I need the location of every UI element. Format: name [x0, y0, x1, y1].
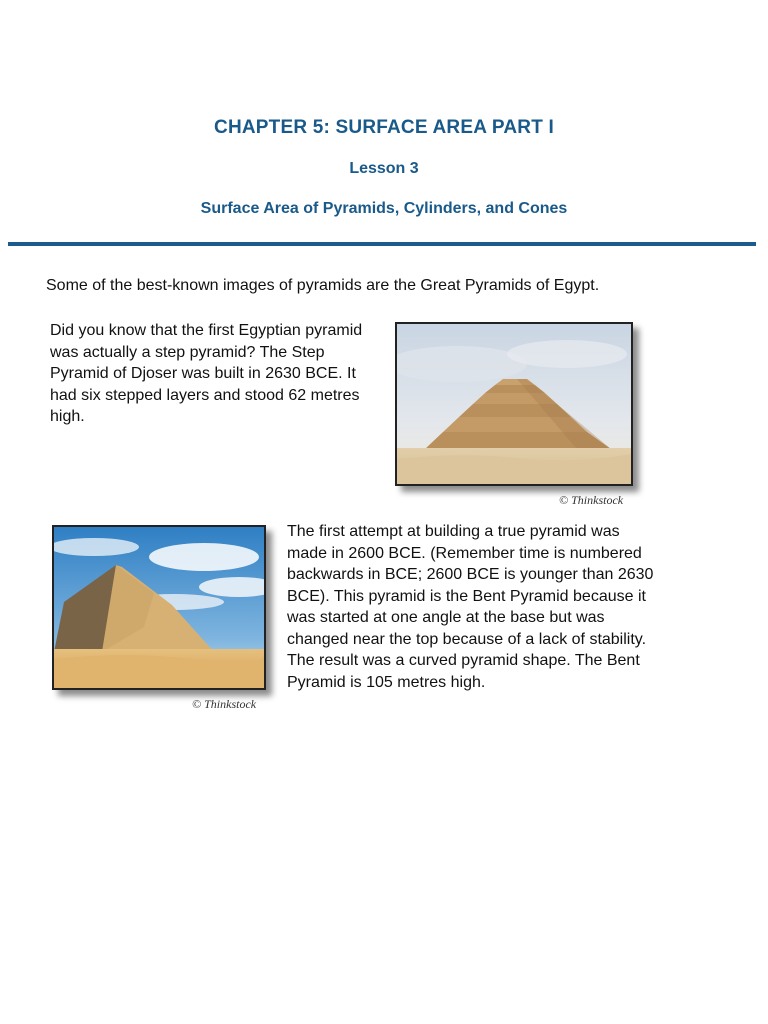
step-pyramid-paragraph: Did you know that the first Egyptian pyramid was actually a step pyramid? The Step Pyramid of Djoser was built in 2630 BCE. It had six stepped layers and stood 62 metres high.: [50, 322, 363, 425]
header-divider: [8, 242, 756, 246]
bent-pyramid-credit: © Thinkstock: [192, 697, 257, 711]
step-pyramid-credit: © Thinkstock: [559, 493, 624, 507]
bent-pyramid-paragraph-line1: The first attempt at building a true pyramid was: [287, 523, 620, 540]
bent-pyramid-photo: [52, 525, 266, 690]
chapter-title: CHAPTER 5: SURFACE AREA PART I: [214, 117, 554, 138]
step-pyramid-photo: [395, 322, 633, 486]
intro-paragraph: Some of the best-known images of pyramids are the Great Pyramids of Egypt.: [46, 277, 600, 294]
bent-pyramid-paragraph-rest: made in 2600 BCE. (Remember time is numbered backwards in BCE; 2600 BCE is younger than 2630 BCE). This pyramid is the Bent Pyramid because it was started at one angle at the base but was changed near the top because of a lack of stability. The result was a curved pyramid shape. The Bent Pyramid is 105 metres high.: [287, 544, 654, 691]
lesson-subtitle: Surface Area of Pyramids, Cylinders, and Cones: [200, 200, 568, 217]
lesson-title: Lesson 3: [349, 160, 419, 177]
step-pyramid-illustration: [397, 324, 631, 484]
bent-pyramid-paragraph: [287, 521, 657, 693]
bent-pyramid-illustration: [54, 527, 264, 688]
